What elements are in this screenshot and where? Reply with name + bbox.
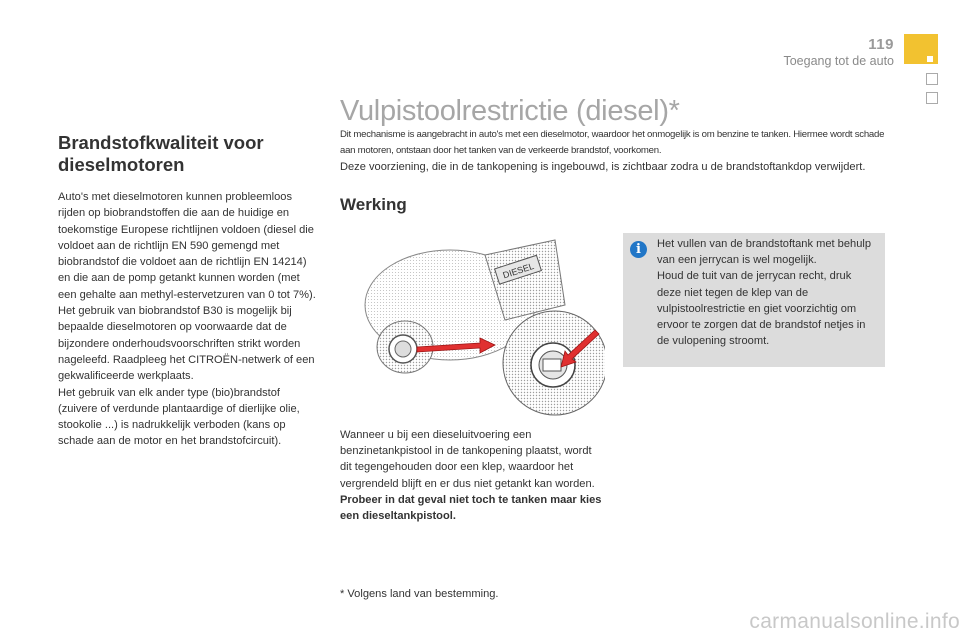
diesel-label-text: DIESEL (501, 260, 536, 281)
section-tab-mark (927, 56, 933, 62)
page-title: Vulpistoolrestrictie (diesel)* (340, 95, 680, 127)
restrictor-flap (543, 359, 561, 371)
info-paragraph: Het vullen van de brandstoftank met behulp van een jerrycan is wel mogelijk. (657, 238, 871, 267)
section-label: Toegang tot de auto (783, 54, 894, 68)
werking-paragraph: Wanneer u bij een dieseluitvoering een benzinetankpistool in de tankopening plaatst, wordt dit tegengehouden door een klep, waardoor het vergrendeld blijft en er dus niet getankt kan worden. (340, 429, 595, 490)
section-tab-empty (926, 92, 938, 104)
page-number: 119 (868, 36, 894, 53)
fuel-quality-paragraph: Het gebruik van elk ander type (bio)brandstof (zuivere of verdunde plantaardige of dierlijke olie, stookolie ...) is nadrukkelijk verboden (kans op schade aan de motor en het brandstofcircuit). (58, 386, 300, 448)
werking-heading: Werking (340, 195, 407, 214)
info-icon: i (630, 241, 647, 258)
werking-body (340, 427, 602, 524)
intro-small-text: Dit mechanisme is aangebracht in auto's met een dieselmotor, waardoor het onmogelijk is om benzine te tanken. Hiermee wordt schade aan motoren, ontstaan door het tanken van de verkeerde brandstof, voorkomen. (340, 129, 885, 156)
fuel-filler-illustration (355, 235, 605, 420)
werking-warning: Probeer in dat geval niet toch te tanken maar kies een dieseltankpistool. (340, 493, 602, 523)
fuel-quality-paragraph: Auto's met dieselmotoren kunnen probleemloos rijden op biobrandstoffen die aan de huidige en toekomstige Europese richtlijnen voldoen (diesel die voldoet aan de richtlijn EN 590 gemengd met biobrandstof die voldoet aan de richtlijn EN 14214) en die aan de pomp getankt kunnen worden (met een gehalte aan methyl-estervetzuren van 0 tot 7%). (58, 191, 316, 301)
section-tab-empty (926, 73, 938, 85)
fuel-quality-heading: Brandstofkwaliteit voor dieselmotoren (58, 132, 264, 175)
info-text (657, 236, 877, 349)
fuel-quality-paragraph: Het gebruik van biobrandstof B30 is mogelijk bij bepaalde dieselmotoren op voorwaarde dat de bijzondere onderhoudsvoorschriften strikt worden nageleefd. Raadpleeg het CITROËN-netwerk of een gekwalificeerde werkplaats. (58, 305, 315, 383)
footnote: * Volgens land van bestemming. (340, 588, 499, 600)
intro-text: Deze voorziening, die in de tankopening is ingebouwd, is zichtbaar zodra u de brandstoftankdop verwijdert. (340, 161, 866, 173)
info-paragraph: Houd de tuit van de jerrycan recht, druk deze niet tegen de klep van de vulpistoolrestrictie en giet voorzichtig om ervoor te zorgen dat de brandstof netjes in de vulopening stroomt. (657, 270, 866, 348)
fuel-quality-body (58, 189, 320, 450)
watermark: carmanualsonline.info (749, 610, 960, 633)
